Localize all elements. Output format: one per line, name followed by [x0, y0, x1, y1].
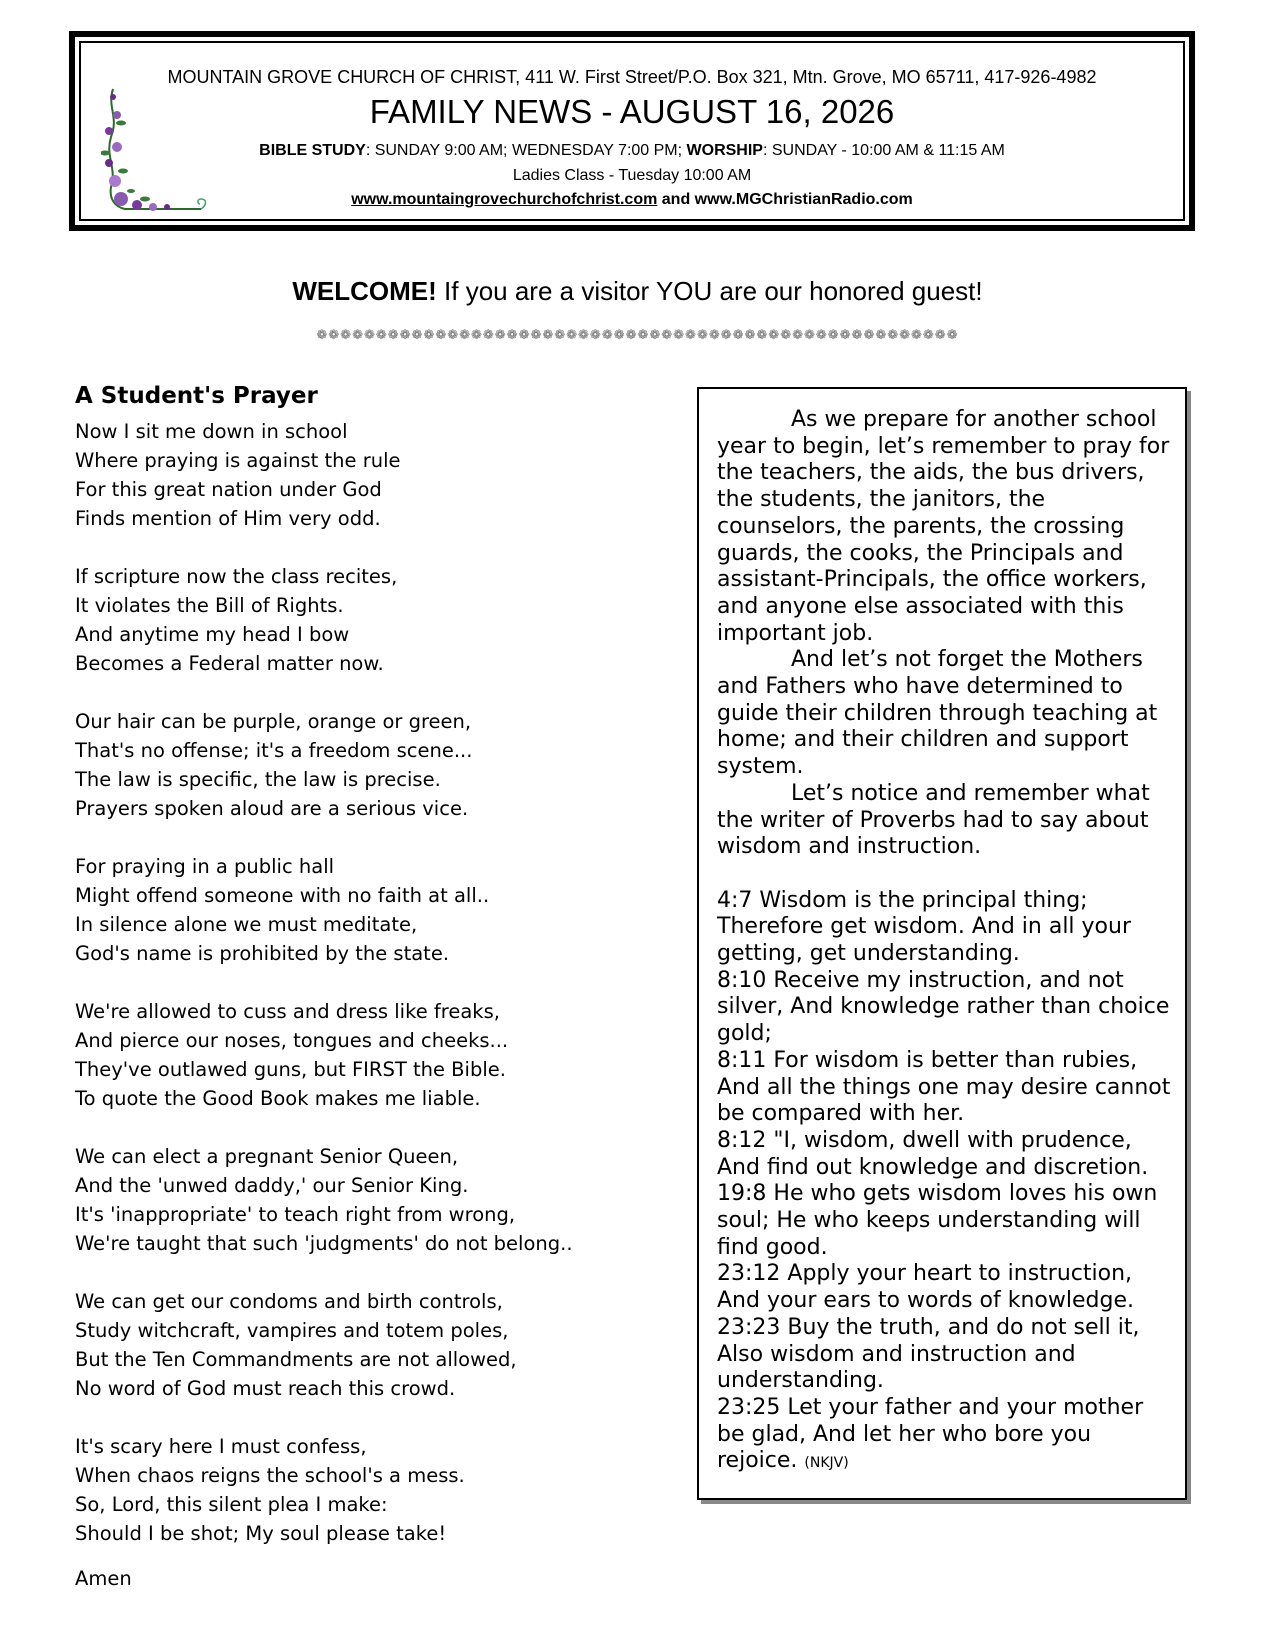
church-website-link[interactable]: www.mountaingrovechurchofchrist.com [351, 191, 658, 208]
verse: 8:10 Receive my instruction, and not silver, And knowledge rather than choice gold; [717, 967, 1170, 1047]
poem-line: It violates the Bill of Rights. [75, 594, 344, 617]
poem-line: Should I be shot; My soul please take! [75, 1522, 447, 1545]
header-box [69, 31, 1195, 231]
poem-line: To quote the Good Book makes me liable. [75, 1087, 481, 1110]
poem-line: It's scary here I must confess, [75, 1435, 367, 1458]
verse: 23:23 Buy the truth, and do not sell it, Also wisdom and instruction and understanding. [717, 1314, 1140, 1394]
sidebar-paragraph: Let’s notice and remember what the writer of Proverbs had to say about wisdom and instruction. [717, 780, 1150, 860]
prayer-sidebar [697, 387, 1187, 1500]
poem-line: Where praying is against the rule [75, 449, 401, 472]
bible-version: (NKJV) [804, 1455, 849, 1472]
verse-last [717, 1395, 1175, 1477]
poem-stanza [75, 997, 675, 1113]
poem-line: The law is specific, the law is precise. [75, 768, 441, 791]
poem-line: No word of God must reach this crowd. [75, 1377, 456, 1400]
welcome-bold: WELCOME! [292, 276, 437, 306]
bible-study-label: BIBLE STUDY [259, 142, 366, 159]
bible-study-times: : SUNDAY 9:00 AM; WEDNESDAY 7:00 PM; [365, 142, 687, 159]
poem-line: We're taught that such 'judgments' do not belong.. [75, 1232, 573, 1255]
verse: 19:8 He who gets wisdom loves his own soul; He who keeps understanding will find good. [717, 1181, 1158, 1260]
worship-label: WORSHIP [686, 142, 763, 159]
verse: 8:12 "I, wisdom, dwell with prudence, And find out knowledge and discretion. [717, 1127, 1149, 1180]
church-address: MOUNTAIN GROVE CHURCH OF CHRIST, 411 W. First Street/P.O. Box 321, Mtn. Grove, MO 65711, 417-926-4982 [167, 67, 1097, 87]
newsletter-title: FAMILY NEWS - AUGUST 16, 2026 [369, 93, 895, 130]
poem-line: We can get our condoms and birth controls, [75, 1290, 503, 1313]
poem-stanza [75, 1287, 675, 1403]
poem-line: But the Ten Commandments are not allowed, [75, 1348, 517, 1371]
poem-closing: Amen [75, 1567, 132, 1590]
poem-line: Our hair can be purple, orange or green, [75, 710, 472, 733]
poem-line: And the 'unwed daddy,' our Senior King. [75, 1174, 469, 1197]
sidebar-spacer [717, 861, 1175, 888]
poem-line: Might offend someone with no faith at all.. [75, 884, 490, 907]
poem-line: God's name is prohibited by the state. [75, 942, 450, 965]
poem-title: A Student's Prayer [75, 383, 318, 409]
poem-line: Prayers spoken aloud are a serious vice. [75, 797, 469, 820]
poem-line: They've outlawed guns, but FIRST the Bible. [75, 1058, 506, 1081]
poem-line: And pierce our noses, tongues and cheeks... [75, 1029, 509, 1052]
poem-stanza [75, 707, 675, 823]
poem-line: It's 'inappropriate' to teach right from wrong, [75, 1203, 516, 1226]
poem-line: For this great nation under God [75, 478, 382, 501]
poem-line: Now I sit me down in school [75, 420, 348, 443]
welcome-banner [0, 276, 1275, 307]
poem-line: Finds mention of Him very odd. [75, 507, 381, 530]
poem-stanza [75, 1142, 675, 1258]
welcome-text: If you are a visitor YOU are our honored guest! [436, 276, 983, 306]
verse: 23:12 Apply your heart to instruction, And your ears to words of knowledge. [717, 1261, 1134, 1314]
poem-line: Becomes a Federal matter now. [75, 652, 384, 675]
poem-line: In silence alone we must meditate, [75, 913, 418, 936]
poem-stanza [75, 852, 675, 968]
poem-stanza [75, 417, 675, 533]
header-inner-border [79, 41, 1185, 221]
sidebar-text [717, 407, 1175, 1477]
poem-line: We're allowed to cuss and dress like freaks, [75, 1000, 500, 1023]
poem-line: And anytime my head I bow [75, 623, 350, 646]
poem-line: Study witchcraft, vampires and totem poles, [75, 1319, 509, 1342]
poem-line: We can elect a pregnant Senior Queen, [75, 1145, 459, 1168]
website-links [81, 191, 1183, 209]
url-separator: and [657, 191, 695, 208]
ladies-class: Ladies Class - Tuesday 10:00 AM [512, 167, 752, 184]
poem-line: If scripture now the class recites, [75, 565, 398, 588]
verse: 23:25 Let your father and your mother be glad, And let her who bore you rejoice. [717, 1395, 1144, 1474]
poem-body [75, 417, 675, 1577]
ornament-divider: ❁❁❁❁❁❁❁❁❁❁❁❁❁❁❁❁❁❁❁❁❁❁❁❁❁❁❁❁❁❁❁❁❁❁❁❁❁❁❁❁❁❁❁❁❁❁❁❁❁❁❁❁❁❁ [316, 328, 959, 343]
poem-line: When chaos reigns the school's a mess. [75, 1464, 465, 1487]
sidebar-paragraph: As we prepare for another school year to begin, let’s remember to pray for the teachers, the aids, the bus drivers, the students, the janitors, the counselors, the parents, the crossing guards, the cooks, the Principals and assistant-Principals, the office workers, and anyone else associated with this important job. [717, 407, 1170, 646]
poem-line: That's no offense; it's a freedom scene... [75, 739, 473, 762]
poem-line: So, Lord, this silent plea I make: [75, 1493, 388, 1516]
poem-stanza [75, 1432, 675, 1548]
radio-website-link[interactable]: www.MGChristianRadio.com [694, 191, 913, 208]
sidebar-paragraph: And let’s not forget the Mothers and Fathers who have determined to guide their children through teaching at home; and their children and support system. [717, 647, 1158, 780]
service-times [81, 142, 1183, 160]
poem-line: For praying in a public hall [75, 855, 335, 878]
verse: 8:11 For wisdom is better than rubies, And all the things one may desire cannot be compared with her. [717, 1047, 1171, 1127]
poem-stanza [75, 562, 675, 678]
worship-times: : SUNDAY - 10:00 AM & 11:15 AM [762, 142, 1005, 159]
verse: 4:7 Wisdom is the principal thing; Therefore get wisdom. And in all your getting, get understanding. [717, 887, 1132, 967]
